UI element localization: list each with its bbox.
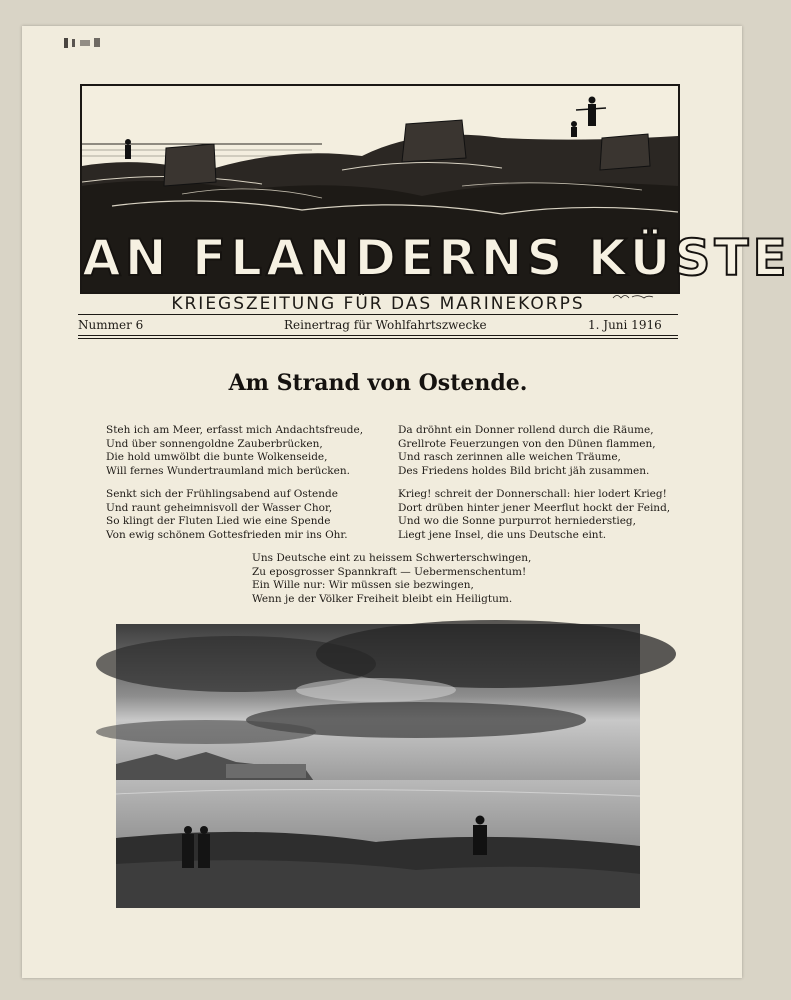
bottom-rule-double <box>78 338 678 339</box>
issue-note: Reinertrag für Wohlfahrtszwecke <box>284 318 487 332</box>
poem-line: Und rasch zerinnen alle weichen Träume, <box>398 451 621 463</box>
poem-line: Zu eposgrosser Spannkraft — Uebermenschentum! <box>252 565 527 578</box>
poem-line: Krieg! schreit der Donnerschall: hier lodert Krieg! <box>398 488 667 500</box>
photo-illustration <box>116 624 640 908</box>
poem-title: Am Strand von Ostende. <box>228 370 528 396</box>
issue-number: Nummer 6 <box>78 318 144 332</box>
final-stanza <box>252 552 531 606</box>
poem-line: Grellrote Feuerzungen von den Dünen flammen, <box>398 437 656 450</box>
ostende-beach-photo <box>116 624 640 908</box>
poem-line: Dort drüben hinter jener Meerflut hockt der Feind, <box>398 501 671 514</box>
poem-line: Und wo die Sonne purpurrot herniederstieg, <box>398 515 636 527</box>
masthead-banner <box>80 84 791 294</box>
poem-line: Von ewig schönem Gottesfrieden mir ins Ohr. <box>106 528 348 541</box>
ink-smudge-icon <box>62 36 118 50</box>
top-rule <box>78 314 678 315</box>
poem-line: So klingt der Fluten Lied wie eine Spende <box>106 515 331 527</box>
poem-line: Des Friedens holdes Bild bricht jäh zusammen. <box>398 464 650 477</box>
poem-line: Da dröhnt ein Donner rollend durch die Räume, <box>398 424 654 436</box>
poem-line: Wenn je der Völker Freiheit bleibt ein Heiligtum. <box>252 592 513 605</box>
issue-date: 1. Juni 1916 <box>588 318 662 332</box>
right-stanza-1 <box>398 424 656 478</box>
poem-line: Und über sonnengoldne Zauberbrücken, <box>106 437 323 450</box>
poem-line: Liegt jene Insel, die uns Deutsche eint. <box>398 528 607 541</box>
masthead-title: AN FLANDERNS KÜSTE <box>82 229 791 287</box>
right-stanza-2 <box>398 488 670 542</box>
poem-line: Steh ich am Meer, erfasst mich Andachtsfreude, <box>106 424 364 436</box>
newspaper-page <box>22 26 791 978</box>
left-stanza-1 <box>106 424 363 478</box>
poem-line: Und raunt geheimnisvoll der Wasser Chor, <box>106 501 333 514</box>
poem-line: Die hold umwölbt die bunte Wolkenseide, <box>106 451 328 463</box>
poem-line: Ein Wille nur: Wir müssen sie bezwingen, <box>252 579 474 591</box>
poem-line: Will fernes Wundertraumland mich berücken. <box>106 464 350 477</box>
poem-line: Uns Deutsche eint zu heissem Schwerterschwingen, <box>252 552 532 564</box>
bottom-rule <box>78 335 678 336</box>
poem-line: Senkt sich der Frühlingsabend auf Ostende <box>106 488 338 500</box>
masthead-subtitle: KRIEGSZEITUNG FÜR DAS MARINEKORPS <box>171 294 585 314</box>
left-stanza-2 <box>106 488 348 542</box>
artist-signature-icon <box>612 292 654 300</box>
